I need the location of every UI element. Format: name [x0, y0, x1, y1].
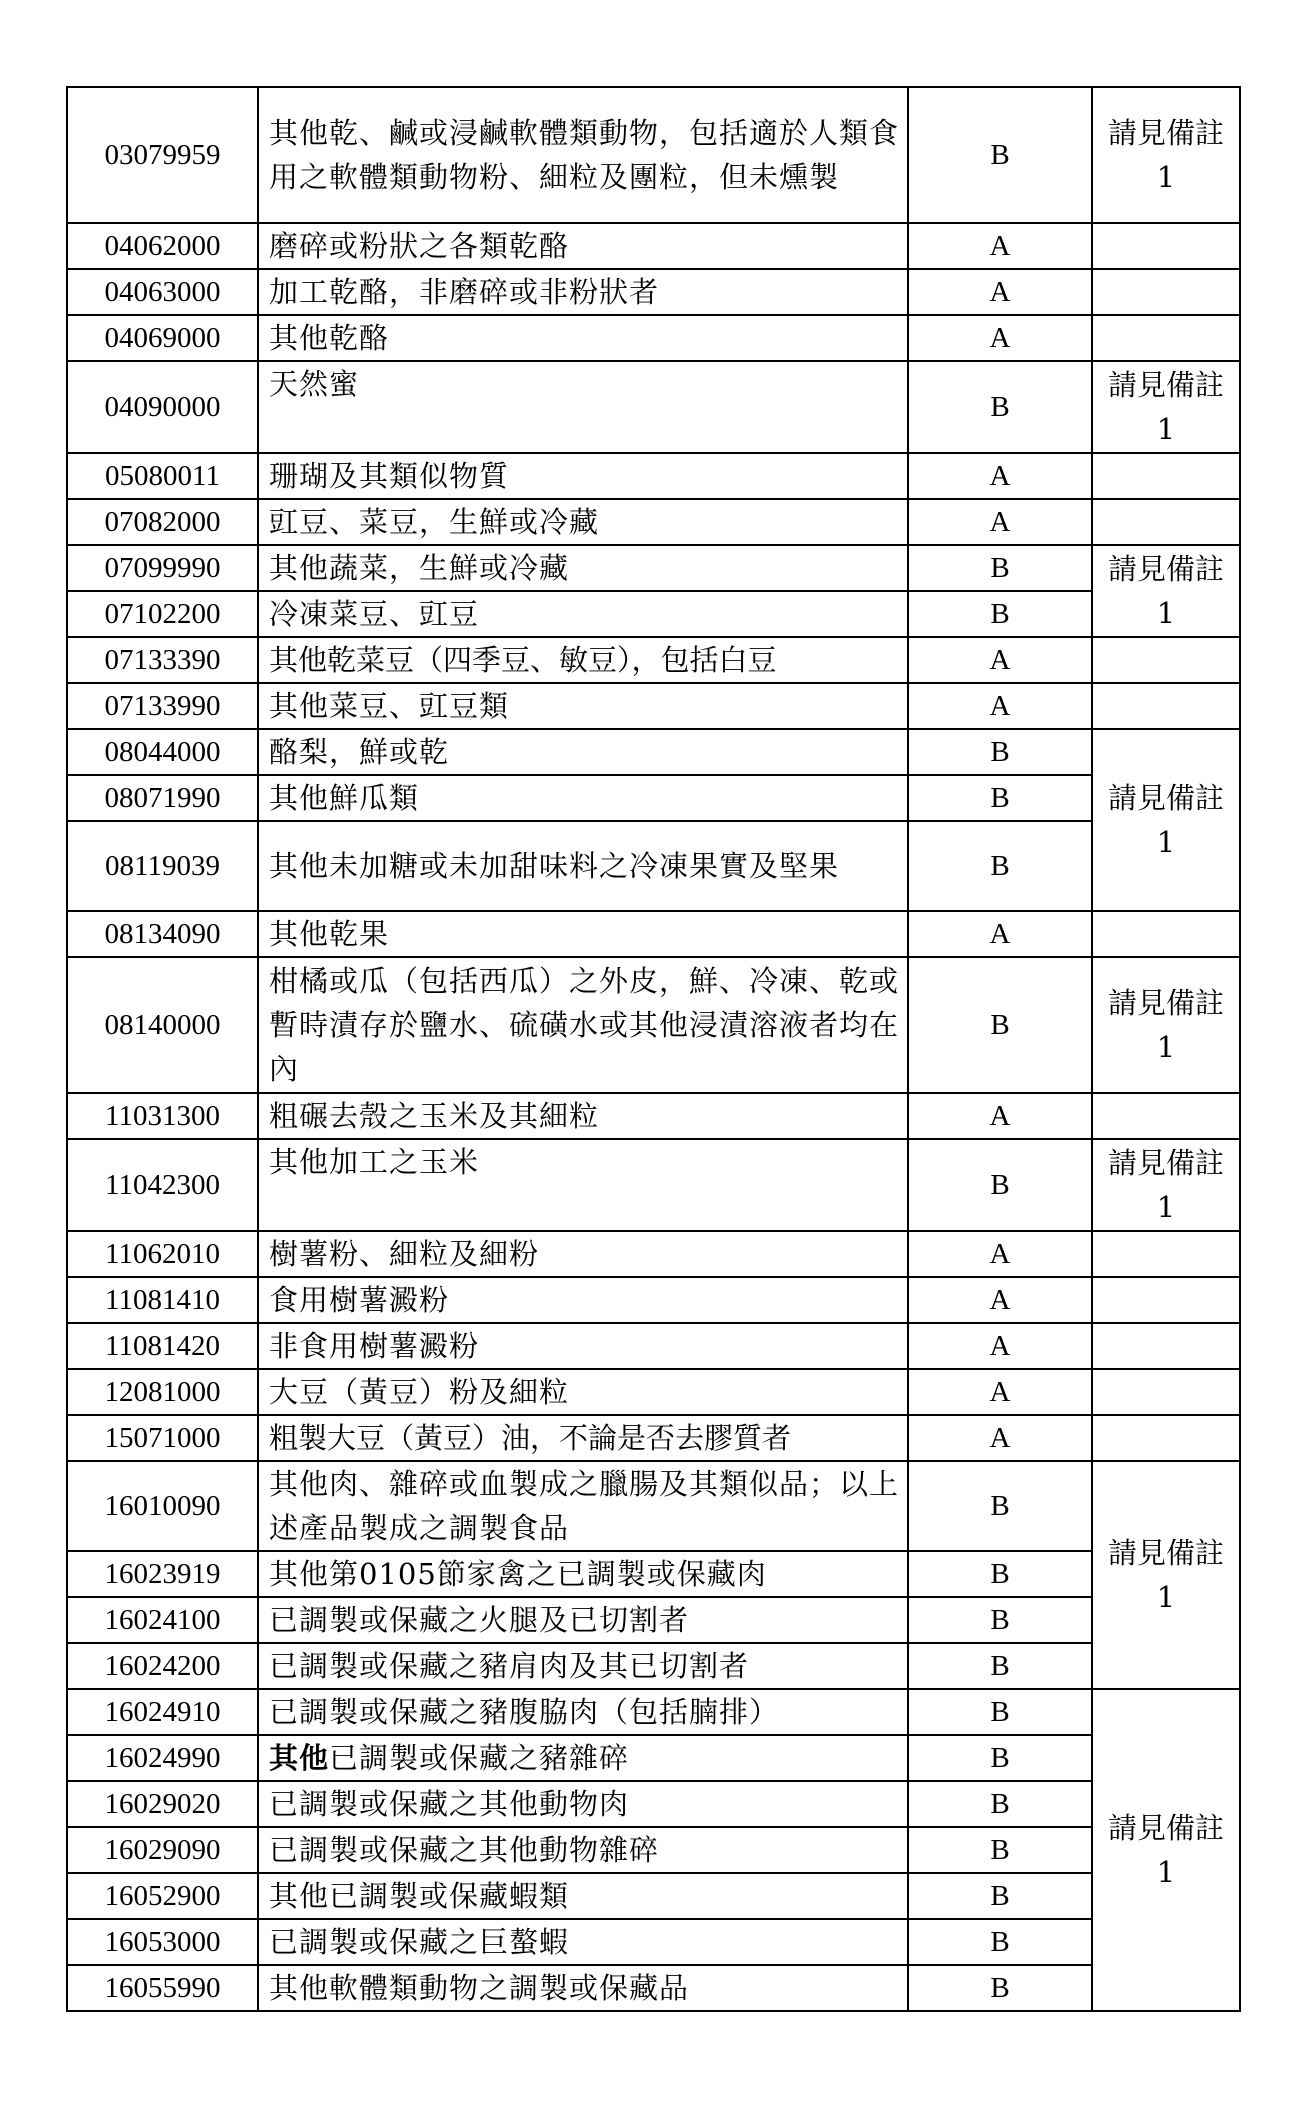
tariff-code: 08134090 — [67, 911, 258, 957]
table-row — [67, 269, 1240, 315]
remark-cell — [1092, 1689, 1240, 2011]
product-description: 天然蜜 — [258, 361, 908, 453]
product-description: 其他乾果 — [258, 911, 908, 957]
tariff-code: 16024200 — [67, 1643, 258, 1689]
remark-cell — [1092, 223, 1240, 269]
category: A — [908, 315, 1092, 361]
tariff-code: 16053000 — [67, 1919, 258, 1965]
tariff-code: 16055990 — [67, 1965, 258, 2011]
table-row — [67, 775, 1240, 821]
category: B — [908, 729, 1092, 775]
category: A — [908, 1415, 1092, 1461]
product-description: 食用樹薯澱粉 — [258, 1277, 908, 1323]
category: B — [908, 1689, 1092, 1735]
table-row — [67, 1231, 1240, 1277]
table-row — [67, 1139, 1240, 1231]
tariff-table — [66, 86, 1241, 2012]
tariff-code: 08119039 — [67, 821, 258, 911]
category: A — [908, 269, 1092, 315]
product-description: 已調製或保藏之火腿及已切割者 — [258, 1597, 908, 1643]
product-description: 其他菜豆、豇豆類 — [258, 683, 908, 729]
remark-cell — [1092, 683, 1240, 729]
tariff-code: 07082000 — [67, 499, 258, 545]
category: B — [908, 1965, 1092, 2011]
tariff-code: 04069000 — [67, 315, 258, 361]
table-row — [67, 1965, 1240, 2011]
product-description: 非食用樹薯澱粉 — [258, 1323, 908, 1369]
category: A — [908, 223, 1092, 269]
product-description: 其他第0105節家禽之已調製或保藏肉 — [258, 1551, 908, 1597]
description-rest: 已調製或保藏之豬雜碎 — [329, 1741, 630, 1775]
description-bold-prefix: 其他 — [269, 1741, 330, 1775]
remark-text: 請見備註1 — [1107, 1146, 1224, 1224]
table-row — [67, 1735, 1240, 1781]
product-description: 其他蔬菜，生鮮或冷藏 — [258, 545, 908, 591]
category: B — [908, 1735, 1092, 1781]
table-row — [67, 957, 1240, 1093]
category: B — [908, 1551, 1092, 1597]
tariff-code: 08140000 — [67, 957, 258, 1093]
product-description: 大豆（黃豆）粉及細粒 — [258, 1369, 908, 1415]
remark-text: 請見備註1 — [1107, 368, 1224, 446]
category: A — [908, 1369, 1092, 1415]
product-description: 已調製或保藏之豬肩肉及其已切割者 — [258, 1643, 908, 1689]
table-row — [67, 637, 1240, 683]
table-row — [67, 1873, 1240, 1919]
product-description: 其他已調製或保藏蝦類 — [258, 1873, 908, 1919]
table-row — [67, 223, 1240, 269]
tariff-code: 16024990 — [67, 1735, 258, 1781]
remark-cell — [1092, 1369, 1240, 1415]
product-description: 粗製大豆（黃豆）油，不論是否去膠質者 — [258, 1415, 908, 1461]
tariff-code: 04090000 — [67, 361, 258, 453]
category: A — [908, 1277, 1092, 1323]
category: B — [908, 1873, 1092, 1919]
remark-cell — [1092, 729, 1240, 911]
tariff-code: 07099990 — [67, 545, 258, 591]
tariff-code: 05080011 — [67, 453, 258, 499]
table-row — [67, 1415, 1240, 1461]
remark-cell — [1092, 1093, 1240, 1139]
remark-text: 請見備註1 — [1107, 781, 1224, 859]
product-description: 已調製或保藏之豬腹脇肉（包括腩排） — [258, 1689, 908, 1735]
category: B — [908, 1461, 1092, 1551]
table-row — [67, 1461, 1240, 1551]
product-description: 其他乾酪 — [258, 315, 908, 361]
product-description: 樹薯粉、細粒及細粉 — [258, 1231, 908, 1277]
remark-cell — [1092, 637, 1240, 683]
remark-text: 請見備註1 — [1107, 552, 1224, 630]
remark-cell — [1092, 1415, 1240, 1461]
category: A — [908, 637, 1092, 683]
table-row — [67, 911, 1240, 957]
remark-text: 請見備註1 — [1107, 1536, 1224, 1614]
table-row — [67, 1689, 1240, 1735]
table-row — [67, 361, 1240, 453]
remark-cell — [1092, 361, 1240, 453]
category: B — [908, 957, 1092, 1093]
remark-cell — [1092, 453, 1240, 499]
remark-cell — [1092, 1139, 1240, 1231]
table-row — [67, 683, 1240, 729]
remark-cell — [1092, 1461, 1240, 1689]
product-description — [258, 1735, 908, 1781]
category: B — [908, 1919, 1092, 1965]
remark-cell — [1092, 1231, 1240, 1277]
product-description: 豇豆、菜豆，生鮮或冷藏 — [258, 499, 908, 545]
category: A — [908, 1323, 1092, 1369]
tariff-code: 07133390 — [67, 637, 258, 683]
category: A — [908, 911, 1092, 957]
table-row — [67, 729, 1240, 775]
tariff-code: 08044000 — [67, 729, 258, 775]
table-row — [67, 1323, 1240, 1369]
product-description: 其他乾菜豆（四季豆、敏豆），包括白豆 — [258, 637, 908, 683]
table-row — [67, 1277, 1240, 1323]
category: A — [908, 453, 1092, 499]
category: B — [908, 1139, 1092, 1231]
tariff-code: 07102200 — [67, 591, 258, 637]
product-description: 其他未加糖或未加甜味料之冷凍果實及堅果 — [258, 821, 908, 911]
tariff-code: 12081000 — [67, 1369, 258, 1415]
tariff-code: 04063000 — [67, 269, 258, 315]
table-row — [67, 821, 1240, 911]
product-description: 已調製或保藏之巨螯蝦 — [258, 1919, 908, 1965]
remark-cell — [1092, 1323, 1240, 1369]
tariff-code: 15071000 — [67, 1415, 258, 1461]
tariff-code: 16029020 — [67, 1781, 258, 1827]
product-description: 加工乾酪，非磨碎或非粉狀者 — [258, 269, 908, 315]
remark-cell — [1092, 911, 1240, 957]
table-row — [67, 1781, 1240, 1827]
product-description: 磨碎或粉狀之各類乾酪 — [258, 223, 908, 269]
table-row — [67, 1093, 1240, 1139]
remark-cell — [1092, 315, 1240, 361]
product-description: 冷凍菜豆、豇豆 — [258, 591, 908, 637]
remark-cell — [1092, 545, 1240, 637]
tariff-code: 11042300 — [67, 1139, 258, 1231]
tariff-code: 16024910 — [67, 1689, 258, 1735]
table-row — [67, 591, 1240, 637]
category: B — [908, 1781, 1092, 1827]
remark-cell — [1092, 269, 1240, 315]
category: B — [908, 1643, 1092, 1689]
remark-cell — [1092, 87, 1240, 223]
table-row — [67, 1369, 1240, 1415]
category: A — [908, 499, 1092, 545]
product-description: 其他加工之玉米 — [258, 1139, 908, 1231]
category: A — [908, 1093, 1092, 1139]
table-row — [67, 545, 1240, 591]
tariff-code: 11081410 — [67, 1277, 258, 1323]
tariff-code: 07133990 — [67, 683, 258, 729]
tariff-code: 03079959 — [67, 87, 258, 223]
table-row — [67, 1919, 1240, 1965]
category: A — [908, 683, 1092, 729]
product-description: 其他軟體類動物之調製或保藏品 — [258, 1965, 908, 2011]
tariff-code: 04062000 — [67, 223, 258, 269]
category: B — [908, 591, 1092, 637]
tariff-code: 16029090 — [67, 1827, 258, 1873]
table-row — [67, 453, 1240, 499]
tariff-code: 11031300 — [67, 1093, 258, 1139]
product-description: 其他肉、雜碎或血製成之臘腸及其類似品；以上述產品製成之調製食品 — [258, 1461, 908, 1551]
category: B — [908, 1827, 1092, 1873]
category: B — [908, 361, 1092, 453]
remark-cell — [1092, 499, 1240, 545]
product-description: 已調製或保藏之其他動物雜碎 — [258, 1827, 908, 1873]
category: B — [908, 87, 1092, 223]
category: B — [908, 821, 1092, 911]
product-description: 酪梨，鮮或乾 — [258, 729, 908, 775]
product-description: 其他乾、鹹或浸鹹軟體類動物，包括適於人類食用之軟體類動物粉、細粒及團粒，但未燻製 — [258, 87, 908, 223]
category: A — [908, 1231, 1092, 1277]
table-row — [67, 1827, 1240, 1873]
table-row — [67, 315, 1240, 361]
product-description: 已調製或保藏之其他動物肉 — [258, 1781, 908, 1827]
category: B — [908, 545, 1092, 591]
remark-text: 請見備註1 — [1107, 1811, 1224, 1889]
product-description: 其他鮮瓜類 — [258, 775, 908, 821]
category: B — [908, 775, 1092, 821]
product-description: 柑橘或瓜（包括西瓜）之外皮，鮮、冷凍、乾或暫時漬存於鹽水、硫磺水或其他浸漬溶液者均在內 — [258, 957, 908, 1093]
tariff-code: 16052900 — [67, 1873, 258, 1919]
table-row — [67, 1551, 1240, 1597]
tariff-code: 16010090 — [67, 1461, 258, 1551]
remark-text: 請見備註1 — [1107, 986, 1224, 1064]
tariff-code: 16024100 — [67, 1597, 258, 1643]
product-description: 粗碾去殼之玉米及其細粒 — [258, 1093, 908, 1139]
table-row — [67, 499, 1240, 545]
remark-cell — [1092, 957, 1240, 1093]
category: B — [908, 1597, 1092, 1643]
remark-text: 請見備註1 — [1107, 116, 1224, 194]
table-row — [67, 1643, 1240, 1689]
table-row — [67, 1597, 1240, 1643]
tariff-code: 11081420 — [67, 1323, 258, 1369]
remark-cell — [1092, 1277, 1240, 1323]
table-row — [67, 87, 1240, 223]
tariff-code: 16023919 — [67, 1551, 258, 1597]
tariff-code: 11062010 — [67, 1231, 258, 1277]
product-description: 珊瑚及其類似物質 — [258, 453, 908, 499]
tariff-code: 08071990 — [67, 775, 258, 821]
